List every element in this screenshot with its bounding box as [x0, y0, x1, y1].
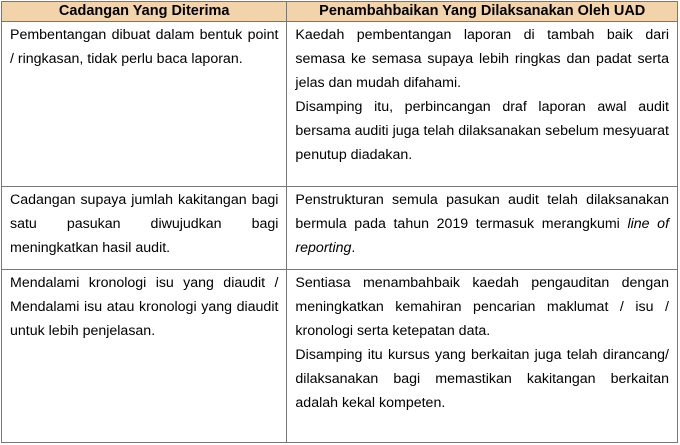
- table-row: [2, 187, 678, 270]
- penambahbaikan-paragraph: Disamping itu, perbincangan draf laporan awal audit bersama auditi juga telah dilaksanakan sebelum mesyuarat penutup diadakan.: [295, 99, 669, 163]
- penambahbaikan-paragraph: Kaedah pembentangan laporan di tambah baik dari semasa ke semasa supaya lebih ringkas dan padat serta jelas dan mudah difahami.: [295, 27, 669, 91]
- line-of-reporting-term: line of reporting: [295, 216, 670, 257]
- cadangan-cell: [2, 187, 287, 270]
- cadangan-text: Mendalami kronologi isu yang diaudit / Mendalami isu atau kronologi yang diaudit untuk lebih penjelasan.: [10, 274, 279, 339]
- cadangan-cell: [2, 269, 287, 442]
- cadangan-text: Pembentangan dibuat dalam bentuk point / ringkasan, tidak perlu baca laporan.: [10, 27, 279, 67]
- table-row: [2, 269, 678, 442]
- header-cadangan: Cadangan Yang Diterima: [2, 2, 287, 22]
- table-row: [2, 22, 678, 187]
- recommendations-table: [1, 1, 678, 443]
- cadangan-text: Cadangan supaya jumlah kakitangan bagi satu pasukan diwujudkan bagi meningkatkan hasil audit.: [10, 192, 279, 257]
- penambahbaikan-text-end: .: [351, 240, 356, 257]
- penambahbaikan-paragraph: [295, 188, 669, 260]
- penambahbaikan-paragraph: Sentiasa menambahbaik kaedah pengauditan dengan meningkatkan kemahiran pencarian maklumat / isu / kronologi serta ketepatan data.: [295, 274, 669, 339]
- penambahbaikan-cell: [287, 187, 678, 270]
- cadangan-cell: [2, 22, 287, 187]
- penambahbaikan-cell: [287, 22, 678, 187]
- penambahbaikan-paragraph: Disamping itu kursus yang berkaitan juga telah dirancang/ dilaksanakan bagi memastikan kakitangan berkaitan adalah kekal kompeten.: [295, 346, 669, 411]
- table-header-row: [2, 2, 678, 22]
- header-penambahbaikan: Penambahbaikan Yang Dilaksanakan Oleh UAD: [287, 2, 678, 22]
- penambahbaikan-cell: [287, 269, 678, 442]
- penambahbaikan-text: Penstrukturan semula pasukan audit telah dilaksanakan bermula pada tahun 2019 termasuk merangkumi: [295, 192, 669, 233]
